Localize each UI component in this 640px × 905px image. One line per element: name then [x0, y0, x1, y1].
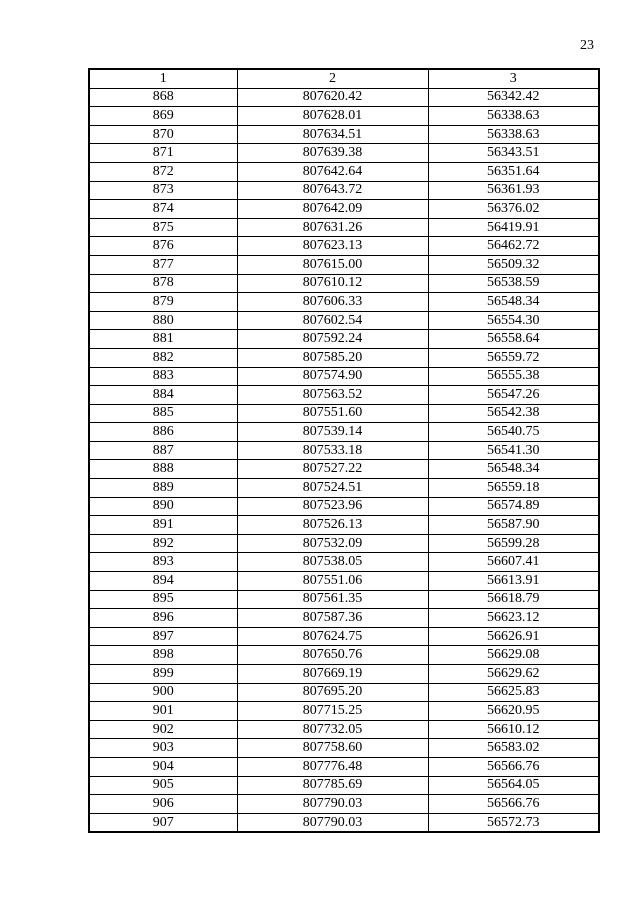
x-coordinate-cell: 807631.26 [237, 218, 428, 237]
point-number-cell: 902 [89, 720, 237, 739]
table-row [89, 274, 599, 293]
y-coordinate-cell: 56419.91 [428, 218, 599, 237]
table-row [89, 534, 599, 553]
x-coordinate-cell: 807643.72 [237, 181, 428, 200]
y-coordinate-cell: 56541.30 [428, 441, 599, 460]
point-number-cell: 888 [89, 460, 237, 479]
y-coordinate-cell: 56566.76 [428, 795, 599, 814]
point-number-cell: 868 [89, 88, 237, 107]
x-coordinate-cell: 807785.69 [237, 776, 428, 795]
point-number-cell: 876 [89, 237, 237, 256]
point-number-cell: 878 [89, 274, 237, 293]
y-coordinate-cell: 56626.91 [428, 627, 599, 646]
y-coordinate-cell: 56462.72 [428, 237, 599, 256]
x-coordinate-cell: 807587.36 [237, 609, 428, 628]
point-number-cell: 869 [89, 107, 237, 126]
table-row [89, 88, 599, 107]
table-row [89, 200, 599, 219]
y-coordinate-cell: 56547.26 [428, 386, 599, 405]
table-row [89, 702, 599, 721]
y-coordinate-cell: 56629.62 [428, 665, 599, 684]
column-header-1: 1 [89, 69, 237, 88]
y-coordinate-cell: 56566.76 [428, 757, 599, 776]
table-row [89, 107, 599, 126]
table-row [89, 181, 599, 200]
point-number-cell: 882 [89, 348, 237, 367]
point-number-cell: 874 [89, 200, 237, 219]
page-number: 23 [580, 38, 594, 53]
x-coordinate-cell: 807634.51 [237, 125, 428, 144]
y-coordinate-cell: 56548.34 [428, 293, 599, 312]
table-row [89, 739, 599, 758]
point-number-cell: 871 [89, 144, 237, 163]
table-row [89, 330, 599, 349]
x-coordinate-cell: 807669.19 [237, 665, 428, 684]
point-number-cell: 889 [89, 479, 237, 498]
table-body [89, 88, 599, 832]
y-coordinate-cell: 56564.05 [428, 776, 599, 795]
table-row [89, 404, 599, 423]
table-row [89, 441, 599, 460]
table-row [89, 757, 599, 776]
y-coordinate-cell: 56538.59 [428, 274, 599, 293]
table-row [89, 627, 599, 646]
y-coordinate-cell: 56620.95 [428, 702, 599, 721]
table-row [89, 683, 599, 702]
x-coordinate-cell: 807620.42 [237, 88, 428, 107]
x-coordinate-cell: 807524.51 [237, 479, 428, 498]
point-number-cell: 892 [89, 534, 237, 553]
point-number-cell: 895 [89, 590, 237, 609]
y-coordinate-cell: 56583.02 [428, 739, 599, 758]
table-row [89, 144, 599, 163]
x-coordinate-cell: 807776.48 [237, 757, 428, 776]
y-coordinate-cell: 56542.38 [428, 404, 599, 423]
point-number-cell: 875 [89, 218, 237, 237]
point-number-cell: 884 [89, 386, 237, 405]
x-coordinate-cell: 807639.38 [237, 144, 428, 163]
point-number-cell: 906 [89, 795, 237, 814]
point-number-cell: 873 [89, 181, 237, 200]
x-coordinate-cell: 807650.76 [237, 646, 428, 665]
x-coordinate-cell: 807790.03 [237, 795, 428, 814]
x-coordinate-cell: 807610.12 [237, 274, 428, 293]
x-coordinate-cell: 807592.24 [237, 330, 428, 349]
x-coordinate-cell: 807563.52 [237, 386, 428, 405]
table-row [89, 572, 599, 591]
x-coordinate-cell: 807624.75 [237, 627, 428, 646]
y-coordinate-cell: 56342.42 [428, 88, 599, 107]
column-header-2: 2 [237, 69, 428, 88]
column-header-3: 3 [428, 69, 599, 88]
point-number-cell: 880 [89, 311, 237, 330]
y-coordinate-cell: 56555.38 [428, 367, 599, 386]
x-coordinate-cell: 807532.09 [237, 534, 428, 553]
table-row [89, 516, 599, 535]
point-number-cell: 894 [89, 572, 237, 591]
x-coordinate-cell: 807574.90 [237, 367, 428, 386]
x-coordinate-cell: 807538.05 [237, 553, 428, 572]
point-number-cell: 900 [89, 683, 237, 702]
x-coordinate-cell: 807606.33 [237, 293, 428, 312]
x-coordinate-cell: 807523.96 [237, 497, 428, 516]
point-number-cell: 872 [89, 162, 237, 181]
y-coordinate-cell: 56607.41 [428, 553, 599, 572]
point-number-cell: 893 [89, 553, 237, 572]
y-coordinate-cell: 56548.34 [428, 460, 599, 479]
x-coordinate-cell: 807585.20 [237, 348, 428, 367]
table-row [89, 423, 599, 442]
table-row [89, 479, 599, 498]
table-row [89, 460, 599, 479]
x-coordinate-cell: 807526.13 [237, 516, 428, 535]
y-coordinate-cell: 56623.12 [428, 609, 599, 628]
table-row [89, 218, 599, 237]
y-coordinate-cell: 56338.63 [428, 107, 599, 126]
x-coordinate-cell: 807561.35 [237, 590, 428, 609]
table-row [89, 348, 599, 367]
y-coordinate-cell: 56625.83 [428, 683, 599, 702]
y-coordinate-cell: 56559.72 [428, 348, 599, 367]
point-number-cell: 896 [89, 609, 237, 628]
point-number-cell: 891 [89, 516, 237, 535]
point-number-cell: 903 [89, 739, 237, 758]
y-coordinate-cell: 56618.79 [428, 590, 599, 609]
table-row [89, 386, 599, 405]
point-number-cell: 881 [89, 330, 237, 349]
x-coordinate-cell: 807642.09 [237, 200, 428, 219]
y-coordinate-cell: 56629.08 [428, 646, 599, 665]
x-coordinate-cell: 807623.13 [237, 237, 428, 256]
table-row [89, 293, 599, 312]
x-coordinate-cell: 807715.25 [237, 702, 428, 721]
table-row [89, 665, 599, 684]
table-row [89, 720, 599, 739]
table-row [89, 497, 599, 516]
x-coordinate-cell: 807615.00 [237, 255, 428, 274]
table-row [89, 125, 599, 144]
point-number-cell: 890 [89, 497, 237, 516]
x-coordinate-cell: 807628.01 [237, 107, 428, 126]
point-number-cell: 907 [89, 813, 237, 832]
table-row [89, 237, 599, 256]
table-row [89, 795, 599, 814]
y-coordinate-cell: 56540.75 [428, 423, 599, 442]
table-row [89, 813, 599, 832]
y-coordinate-cell: 56559.18 [428, 479, 599, 498]
x-coordinate-cell: 807642.64 [237, 162, 428, 181]
y-coordinate-cell: 56599.28 [428, 534, 599, 553]
y-coordinate-cell: 56610.12 [428, 720, 599, 739]
x-coordinate-cell: 807551.60 [237, 404, 428, 423]
table-row [89, 162, 599, 181]
y-coordinate-cell: 56554.30 [428, 311, 599, 330]
y-coordinate-cell: 56343.51 [428, 144, 599, 163]
table-row [89, 553, 599, 572]
point-number-cell: 899 [89, 665, 237, 684]
y-coordinate-cell: 56338.63 [428, 125, 599, 144]
point-number-cell: 887 [89, 441, 237, 460]
x-coordinate-cell: 807539.14 [237, 423, 428, 442]
table-row [89, 367, 599, 386]
point-number-cell: 885 [89, 404, 237, 423]
y-coordinate-cell: 56572.73 [428, 813, 599, 832]
point-number-cell: 897 [89, 627, 237, 646]
y-coordinate-cell: 56613.91 [428, 572, 599, 591]
table-row [89, 590, 599, 609]
x-coordinate-cell: 807533.18 [237, 441, 428, 460]
x-coordinate-cell: 807732.05 [237, 720, 428, 739]
x-coordinate-cell: 807527.22 [237, 460, 428, 479]
x-coordinate-cell: 807695.20 [237, 683, 428, 702]
point-number-cell: 886 [89, 423, 237, 442]
y-coordinate-cell: 56376.02 [428, 200, 599, 219]
x-coordinate-cell: 807790.03 [237, 813, 428, 832]
table-header [89, 69, 599, 88]
y-coordinate-cell: 56509.32 [428, 255, 599, 274]
table-row [89, 609, 599, 628]
point-number-cell: 904 [89, 757, 237, 776]
header-row [89, 69, 599, 88]
coordinates-table [88, 68, 600, 833]
point-number-cell: 901 [89, 702, 237, 721]
point-number-cell: 905 [89, 776, 237, 795]
y-coordinate-cell: 56351.64 [428, 162, 599, 181]
point-number-cell: 879 [89, 293, 237, 312]
x-coordinate-cell: 807758.60 [237, 739, 428, 758]
point-number-cell: 870 [89, 125, 237, 144]
table-row [89, 255, 599, 274]
y-coordinate-cell: 56587.90 [428, 516, 599, 535]
y-coordinate-cell: 56574.89 [428, 497, 599, 516]
y-coordinate-cell: 56558.64 [428, 330, 599, 349]
point-number-cell: 877 [89, 255, 237, 274]
table-row [89, 311, 599, 330]
point-number-cell: 883 [89, 367, 237, 386]
x-coordinate-cell: 807551.06 [237, 572, 428, 591]
y-coordinate-cell: 56361.93 [428, 181, 599, 200]
table-row [89, 776, 599, 795]
point-number-cell: 898 [89, 646, 237, 665]
table-row [89, 646, 599, 665]
x-coordinate-cell: 807602.54 [237, 311, 428, 330]
